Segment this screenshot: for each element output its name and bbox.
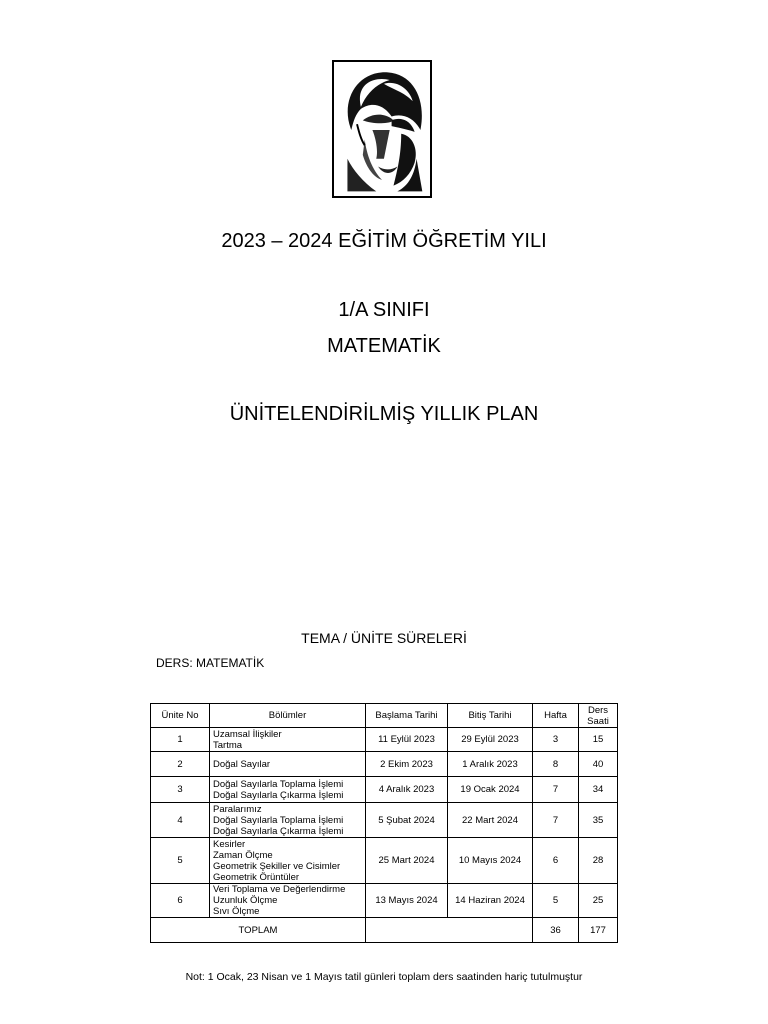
bolum-item: Doğal Sayılar [213,758,271,770]
academic-year-title: 2023 – 2024 EĞİTİM ÖĞRETİM YILI [221,230,547,252]
bolum-item: Uzunluk Ölçme [213,895,278,906]
bolumler-cell [210,838,366,884]
bolumler-cell [210,752,366,777]
col-header-ders-saati: Ders Saati [579,704,618,728]
hafta: 6 [533,838,579,884]
hafta: 5 [533,884,579,918]
subject-name: MATEMATİK [327,335,441,357]
ders-saati: 40 [579,752,618,777]
bolum-item: Geometrik Şekiller ve Cisimler [213,860,341,872]
hafta: 3 [533,728,579,752]
total-label: TOPLAM [151,918,366,943]
ders-saati: 34 [579,777,618,803]
unit-durations-table [150,703,618,943]
bolum-item: Veri Toplama ve Değerlendirme [213,884,346,895]
hafta: 7 [533,803,579,838]
bolum-item: Geometrik Örüntüler [213,871,300,883]
ataturk-portrait-icon [332,60,432,198]
unit-no: 4 [151,803,210,838]
plan-title: ÜNİTELENDİRİLMİŞ YILLIK PLAN [229,403,539,425]
bolum-item: Doğal Sayılarla Çıkarma İşlemi [213,825,344,837]
col-header-start-date: Başlama Tarihi [366,704,448,728]
bolum-item: Kesirler [213,838,246,850]
table-row [151,752,618,777]
unit-no: 2 [151,752,210,777]
end-date: 19 Ocak 2024 [448,777,533,803]
bolum-item: Uzamsal İlişkiler [213,728,282,740]
bolumler-cell [210,884,366,918]
class-name: 1/A SINIFI [338,299,430,321]
end-date: 22 Mart 2024 [448,803,533,838]
col-header-unit-no: Ünite No [151,704,210,728]
col-header-end-date: Bitiş Tarihi [448,704,533,728]
bolum-item: Sıvı Ölçme [213,906,260,917]
start-date: 2 Ekim 2023 [366,752,448,777]
table-header-row [151,704,618,728]
bolum-item: Paralarımız [213,803,262,815]
col-header-hafta: Hafta [533,704,579,728]
section-title: TEMA / ÜNİTE SÜRELERİ [301,630,467,646]
bolumler-cell [210,777,366,803]
end-date: 10 Mayıs 2024 [448,838,533,884]
table-row [151,777,618,803]
start-date: 25 Mart 2024 [366,838,448,884]
ders-saati: 28 [579,838,618,884]
unit-no: 1 [151,728,210,752]
start-date: 13 Mayıs 2024 [366,884,448,918]
hafta: 8 [533,752,579,777]
end-date: 14 Haziran 2024 [448,884,533,918]
end-date: 29 Eylül 2023 [448,728,533,752]
unit-no: 6 [151,884,210,918]
bolumler-cell [210,728,366,752]
unit-no: 3 [151,777,210,803]
total-row [151,918,618,943]
footnote: Not: 1 Ocak, 23 Nisan ve 1 Mayıs tatil günleri toplam ders saatinden hariç tutulmuştur [185,971,583,983]
unit-no: 5 [151,838,210,884]
ders-saati: 25 [579,884,618,918]
table-row [151,884,618,918]
ders-saati: 35 [579,803,618,838]
table-row [151,803,618,838]
ders-saati: 15 [579,728,618,752]
hafta: 7 [533,777,579,803]
total-empty-cell [366,918,533,943]
total-hafta: 36 [533,918,579,943]
end-date: 1 Aralık 2023 [448,752,533,777]
start-date: 11 Eylül 2023 [366,728,448,752]
bolum-item: Doğal Sayılarla Toplama İşlemi [213,778,344,790]
bolum-item: Zaman Ölçme [213,849,273,861]
ders-label: DERS: MATEMATİK [156,656,265,670]
table-row [151,728,618,752]
total-ders-saati: 177 [579,918,618,943]
bolum-item: Tartma [213,739,243,751]
start-date: 4 Aralık 2023 [366,777,448,803]
bolum-item: Doğal Sayılarla Çıkarma İşlemi [213,789,344,801]
col-header-bolumler: Bölümler [210,704,366,728]
bolumler-cell [210,803,366,838]
start-date: 5 Şubat 2024 [366,803,448,838]
bolum-item: Doğal Sayılarla Toplama İşlemi [213,814,344,826]
table-row [151,838,618,884]
